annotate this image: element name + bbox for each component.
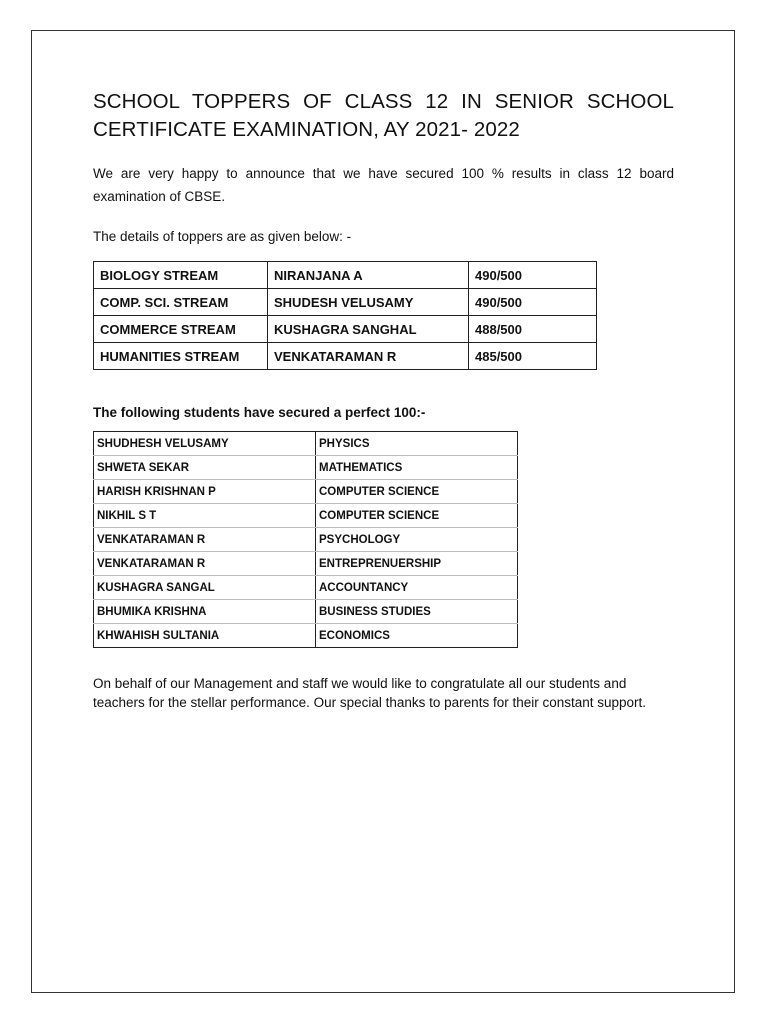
score-cell: 490/500 bbox=[469, 262, 597, 289]
table-row bbox=[94, 432, 518, 456]
subject-cell: COMPUTER SCIENCE bbox=[316, 480, 518, 504]
student-name-cell: SHWETA SEKAR bbox=[94, 456, 316, 480]
table-row bbox=[94, 289, 597, 316]
student-name-cell: KUSHAGRA SANGHAL bbox=[268, 316, 469, 343]
table-row bbox=[94, 600, 518, 624]
student-name-cell: KHWAHISH SULTANIA bbox=[94, 624, 316, 648]
score-cell: 485/500 bbox=[469, 343, 597, 370]
student-name-cell: KUSHAGRA SANGAL bbox=[94, 576, 316, 600]
subject-cell: ENTREPRENUERSHIP bbox=[316, 552, 518, 576]
table-row bbox=[94, 528, 518, 552]
toppers-intro-label: The details of toppers are as given below: - bbox=[93, 229, 352, 244]
student-name-cell: SHUDHESH VELUSAMY bbox=[94, 432, 316, 456]
student-name-cell: BHUMIKA KRISHNA bbox=[94, 600, 316, 624]
subject-cell: BUSINESS STUDIES bbox=[316, 600, 518, 624]
subject-cell: PHYSICS bbox=[316, 432, 518, 456]
student-name-cell: VENKATARAMAN R bbox=[268, 343, 469, 370]
subject-cell: COMPUTER SCIENCE bbox=[316, 504, 518, 528]
stream-cell: BIOLOGY STREAM bbox=[94, 262, 268, 289]
subject-cell: ACCOUNTANCY bbox=[316, 576, 518, 600]
toppers-table bbox=[93, 261, 597, 370]
student-name-cell: VENKATARAMAN R bbox=[94, 552, 316, 576]
student-name-cell: NIKHIL S T bbox=[94, 504, 316, 528]
intro-paragraph: We are very happy to announce that we have secured 100 % results in class 12 board examination of CBSE. bbox=[93, 166, 674, 204]
subject-cell: ECONOMICS bbox=[319, 629, 390, 642]
table-row bbox=[94, 504, 518, 528]
table-row bbox=[94, 624, 518, 648]
stream-cell: HUMANITIES STREAM bbox=[94, 343, 268, 370]
table-row bbox=[94, 343, 597, 370]
perfect-score-table bbox=[93, 431, 518, 648]
stream-cell: COMMERCE STREAM bbox=[94, 316, 268, 343]
table-row bbox=[94, 576, 518, 600]
perfect-score-label: The following students have secured a perfect 100:- bbox=[93, 405, 426, 420]
stream-cell: COMP. SCI. STREAM bbox=[94, 289, 268, 316]
table-row bbox=[94, 316, 597, 343]
student-name-cell: HARISH KRISHNAN P bbox=[94, 480, 316, 504]
table-row bbox=[94, 480, 518, 504]
table-row bbox=[94, 552, 518, 576]
score-cell: 490/500 bbox=[469, 289, 597, 316]
score-cell: 488/500 bbox=[469, 316, 597, 343]
table-row bbox=[94, 456, 518, 480]
closing-paragraph: On behalf of our Management and staff we would like to congratulate all our students and teachers for the stellar performance. Our special thanks to parents for their constant support. bbox=[93, 676, 647, 710]
document-title: SCHOOL TOPPERS OF CLASS 12 IN SENIOR SCHOOL CERTIFICATE EXAMINATION, AY 2021- 2022 bbox=[93, 90, 674, 141]
subject-cell: MATHEMATICS bbox=[316, 456, 518, 480]
table-row bbox=[94, 262, 597, 289]
student-name-cell: NIRANJANA A bbox=[268, 262, 469, 289]
student-name-cell: SHUDESH VELUSAMY bbox=[268, 289, 469, 316]
student-name-cell: VENKATARAMAN R bbox=[94, 528, 316, 552]
subject-cell: PSYCHOLOGY bbox=[316, 528, 518, 552]
